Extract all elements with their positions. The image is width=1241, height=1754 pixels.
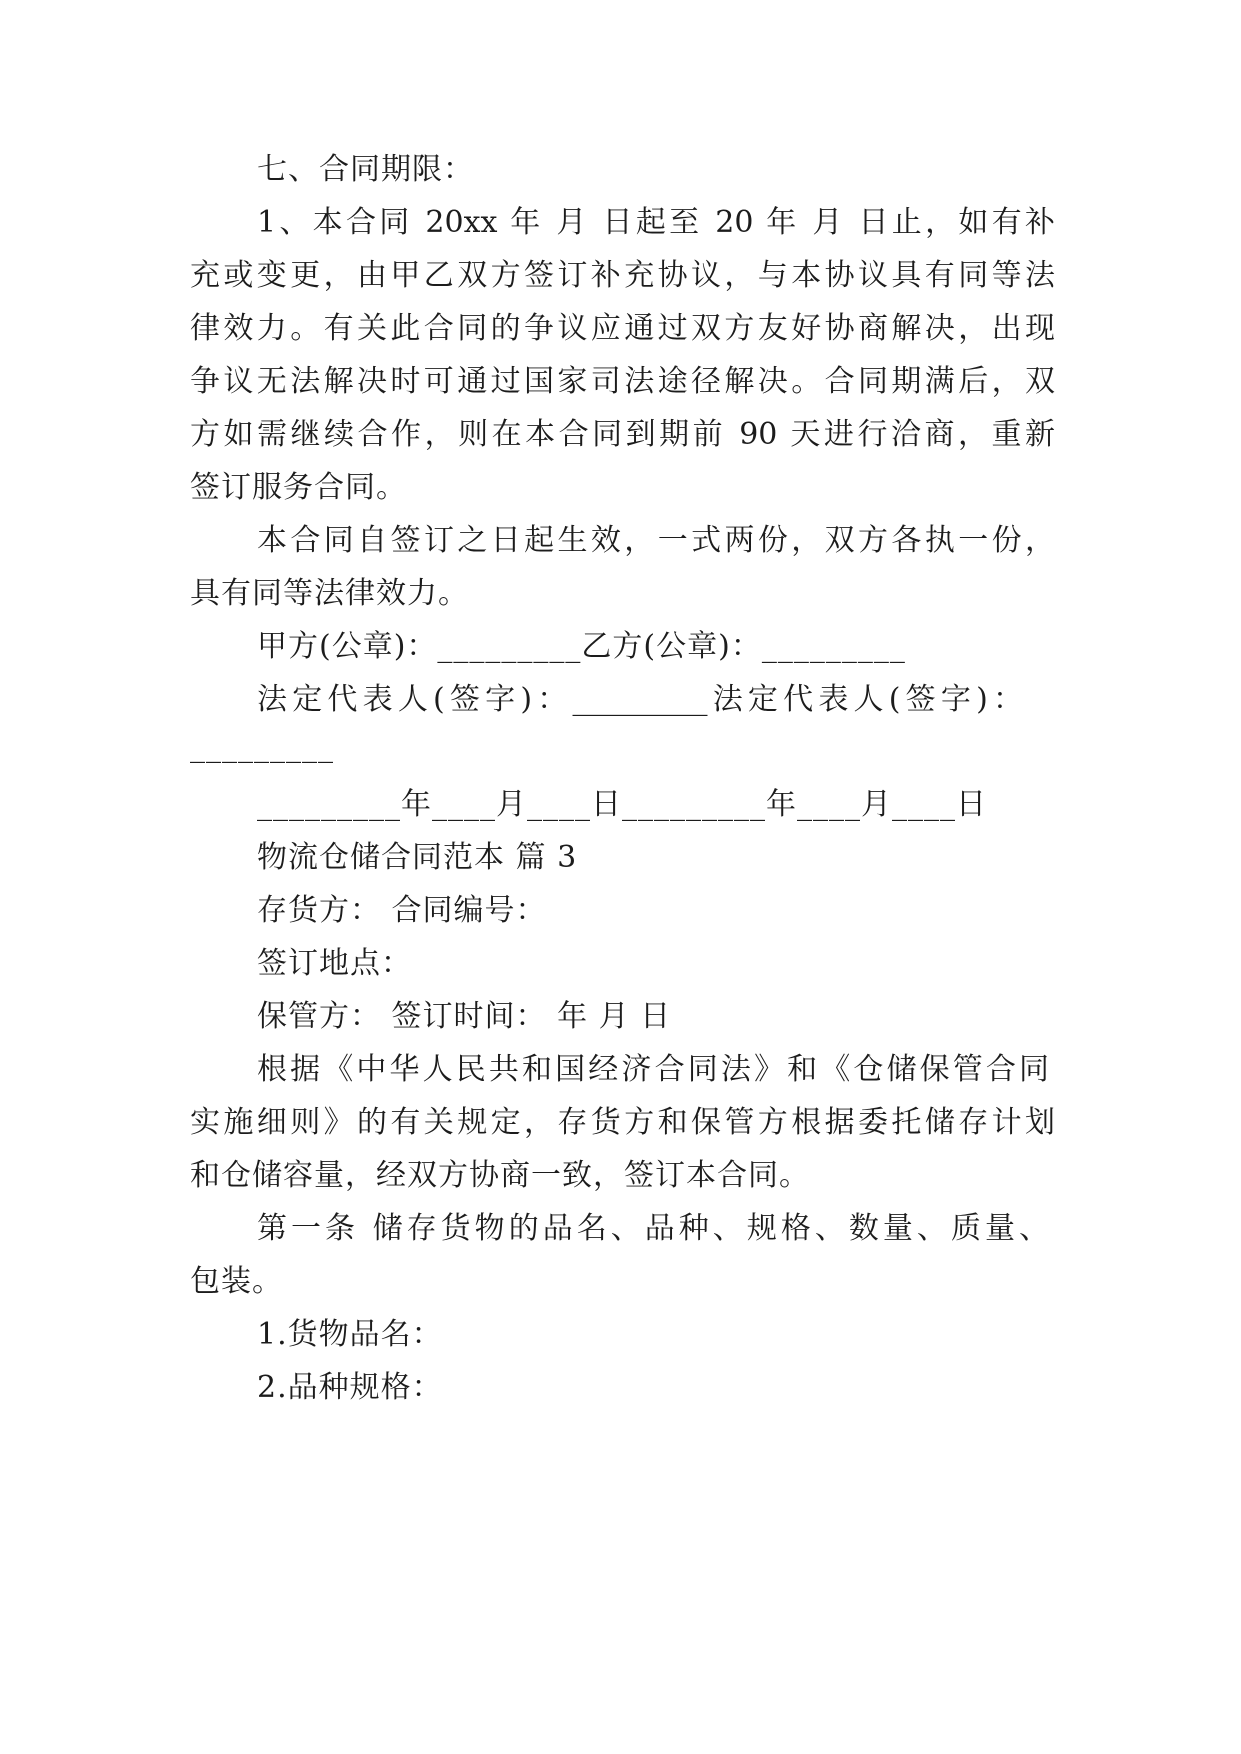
paragraph-line: 充或变更，由甲乙双方签订补充协议，与本协议具有同等法 bbox=[190, 258, 1055, 293]
signature-date-line: _________年____月____日_________年____月____日 bbox=[257, 787, 987, 822]
signature-representative-line: 法定代表人(签字)：_________法定代表人(签字)： bbox=[257, 682, 1023, 717]
form-field-line: 签订地点： bbox=[257, 946, 412, 981]
article-heading: 第一条 储存货物的品名、品种、规格、数量、质量、 bbox=[257, 1211, 1049, 1246]
form-field-line: 保管方： 签订时间： 年 月 日 bbox=[257, 999, 672, 1034]
contract-title: 物流仓储合同范本 篇 3 bbox=[257, 840, 578, 875]
list-item: 2.品种规格： bbox=[257, 1370, 443, 1405]
signature-party-line: 甲方(公章)：_________乙方(公章)：_________ bbox=[257, 629, 906, 664]
paragraph-line: 和仓储容量，经双方协商一致，签订本合同。 bbox=[190, 1158, 810, 1193]
signature-blank-line: _________ bbox=[190, 729, 334, 764]
paragraph-line: 争议无法解决时可通过国家司法途径解决。合同期满后，双 bbox=[190, 364, 1055, 399]
paragraph-line: 签订服务合同。 bbox=[190, 470, 407, 505]
form-field-line: 存货方： 合同编号： bbox=[257, 893, 547, 928]
paragraph-line: 实施细则》的有关规定，存货方和保管方根据委托储存计划 bbox=[190, 1105, 1055, 1140]
section-heading-contract-term: 七、合同期限： bbox=[257, 152, 474, 187]
paragraph-line: 律效力。有关此合同的争议应通过双方友好协商解决，出现 bbox=[190, 311, 1055, 346]
paragraph-line: 本合同自签订之日起生效，一式两份，双方各执一份， bbox=[257, 523, 1055, 558]
paragraph-line: 具有同等法律效力。 bbox=[190, 576, 469, 611]
paragraph-line: 方如需继续合作，则在本合同到期前 90 天进行洽商，重新 bbox=[190, 417, 1055, 452]
paragraph-line: 包装。 bbox=[190, 1264, 283, 1299]
paragraph-line: 1、本合同 20xx 年 月 日起至 20 年 月 日止，如有补 bbox=[257, 205, 1055, 240]
list-item: 1.货物品名： bbox=[257, 1317, 443, 1352]
paragraph-line: 根据《中华人民共和国经济合同法》和《仓储保管合同 bbox=[257, 1052, 1049, 1087]
